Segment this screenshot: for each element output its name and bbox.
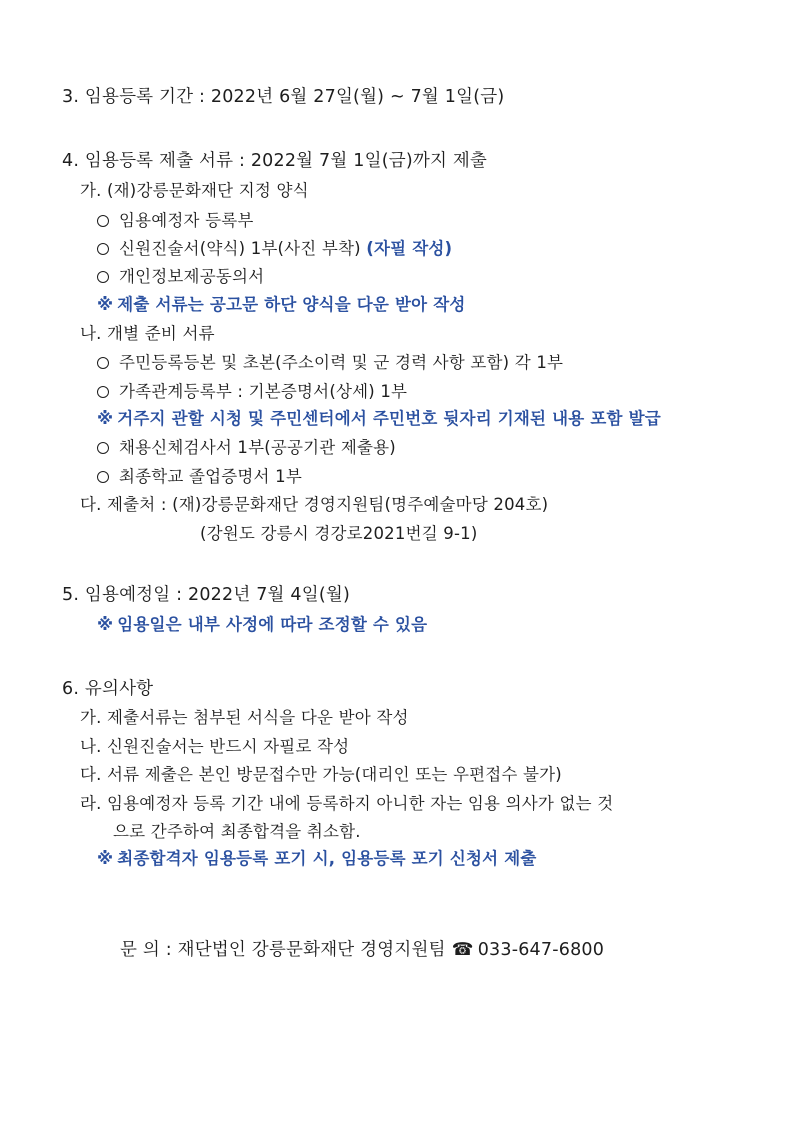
circle-bullet-icon xyxy=(97,442,109,454)
reference-mark-icon: ※ xyxy=(97,615,114,634)
contact-phone: 033-647-6800 xyxy=(477,940,605,960)
section-4-da-submission-place: 다. 제출처 : (재)강릉문화재단 경영지원팀(명주예술마당 204호) xyxy=(80,495,549,514)
circle-bullet-icon xyxy=(97,215,109,227)
section-5-appointment-date: 5. 임용예정일 : 2022년 7월 4일(월) xyxy=(62,585,351,605)
contact-label: 문 의 : 재단법인 강릉문화재단 경영지원팀 xyxy=(120,940,446,960)
list-item-continuation: 으로 간주하여 최종합격을 취소함. xyxy=(113,822,361,841)
phone-icon: ☎ xyxy=(451,940,474,960)
note-residence-issuance: ※ 거주지 관할 시청 및 주민센터에서 주민번호 뒷자리 기재된 내용 포함 발급 xyxy=(97,409,661,428)
circle-bullet-icon xyxy=(97,386,109,398)
note-download-forms: ※ 제출 서류는 공고문 하단 양식을 다운 받아 작성 xyxy=(97,295,466,314)
list-item: 개인정보제공동의서 xyxy=(97,267,264,287)
circle-bullet-icon xyxy=(97,357,109,369)
reference-mark-icon: ※ xyxy=(97,295,114,314)
contact-line xyxy=(120,940,604,960)
list-item: 가. 제출서류는 첨부된 서식을 다운 받아 작성 xyxy=(80,708,409,727)
list-item: 가족관계등록부 : 기본증명서(상세) 1부 xyxy=(97,382,407,402)
list-item: 라. 임용예정자 등록 기간 내에 등록하지 아니한 자는 임용 의사가 없는 것 xyxy=(80,794,614,813)
list-item: 신원진술서(약식) 1부(사진 부착) (자필 작성) xyxy=(97,239,452,259)
section-3-registration-period: 3. 임용등록 기간 : 2022년 6월 27일(월) ~ 7월 1일(금) xyxy=(62,87,505,107)
note-registration-waiver: ※ 최종합격자 임용등록 포기 시, 임용등록 포기 신청서 제출 xyxy=(97,849,537,868)
list-item: 나. 신원진술서는 반드시 자필로 작성 xyxy=(80,737,350,756)
submission-address: (강원도 강릉시 경강로2021번길 9-1) xyxy=(200,524,478,543)
list-item: 채용신체검사서 1부(공공기관 제출용) xyxy=(97,438,396,458)
self-write-note: (자필 작성) xyxy=(366,239,453,258)
section-6-notes-title: 6. 유의사항 xyxy=(62,679,154,699)
note-date-adjustable: ※ 임용일은 내부 사정에 따라 조정할 수 있음 xyxy=(97,615,428,634)
circle-bullet-icon xyxy=(97,243,109,255)
list-item: 임용예정자 등록부 xyxy=(97,211,254,231)
circle-bullet-icon xyxy=(97,471,109,483)
list-item: 다. 서류 제출은 본인 방문접수만 가능(대리인 또는 우편접수 불가) xyxy=(80,765,562,784)
section-4-na-label: 나. 개별 준비 서류 xyxy=(80,324,215,343)
list-item: 최종학교 졸업증명서 1부 xyxy=(97,467,302,487)
reference-mark-icon: ※ xyxy=(97,849,114,868)
section-4-documents-title: 4. 임용등록 제출 서류 : 2022월 7월 1일(금)까지 제출 xyxy=(62,151,488,171)
section-4-ga-label: 가. (재)강릉문화재단 지정 양식 xyxy=(80,181,309,200)
circle-bullet-icon xyxy=(97,271,109,283)
reference-mark-icon: ※ xyxy=(97,409,114,428)
list-item: 주민등록등본 및 초본(주소이력 및 군 경력 사항 포함) 각 1부 xyxy=(97,353,563,373)
